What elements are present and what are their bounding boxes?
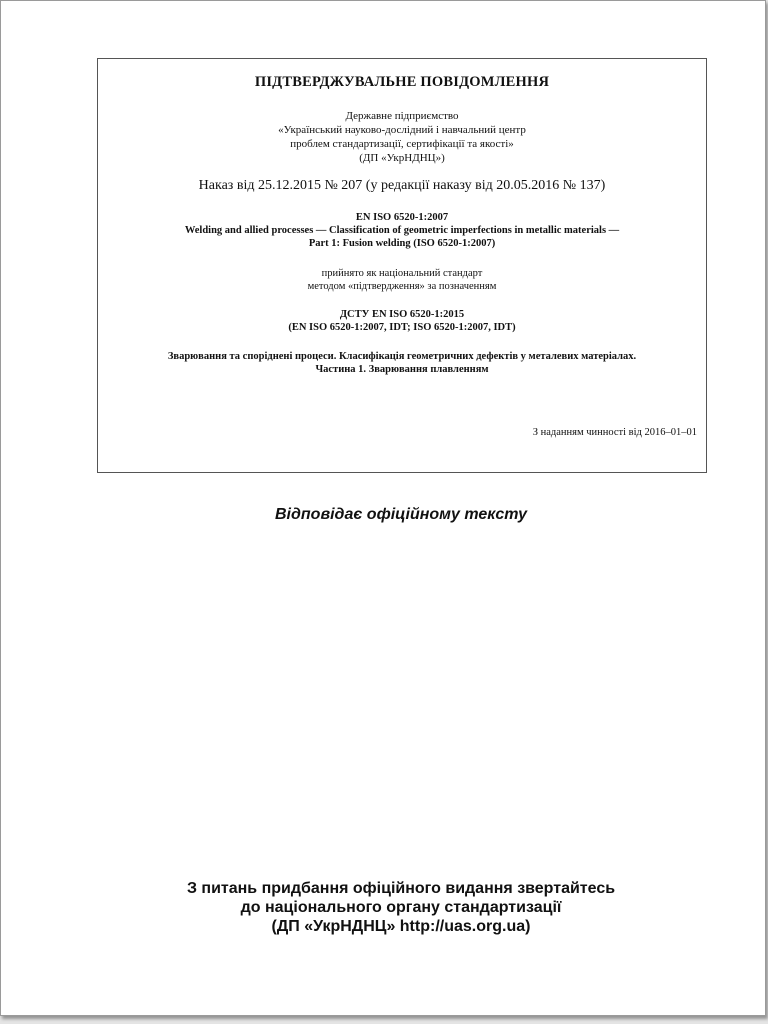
org-line: проблем стандартизації, сертифікації та якості» [290, 138, 514, 150]
en-standard-block [98, 211, 706, 250]
purchase-contact-note [1, 879, 768, 936]
org-line: (ДП «УкрНДНЦ») [359, 152, 445, 164]
org-line: Державне підприємство [345, 110, 459, 122]
order-reference: Наказ від 25.12.2015 № 207 (у редакції наказу від 20.05.2016 № 137) [198, 178, 606, 193]
adoption-line: прийнято як національний стандарт [321, 268, 483, 279]
dstu-number: ДСТУ EN ISO 6520-1:2015 [339, 309, 465, 320]
dstu-designation [98, 308, 706, 334]
org-line: «Український науково-дослідний і навчальний центр [278, 124, 526, 136]
en-standard-number: EN ISO 6520-1:2007 [355, 212, 449, 223]
official-text-note: Відповідає офіційному тексту [275, 506, 527, 523]
issuing-organization [98, 109, 706, 165]
purchase-line: (ДП «УкрНДНЦ» http://uas.org.ua) [271, 918, 531, 935]
ukrainian-title-line: Частина 1. Зварювання плавленням [315, 364, 489, 375]
en-standard-part: Part 1: Fusion welding (ISO 6520-1:2007) [308, 238, 496, 249]
ukrainian-title [98, 350, 706, 376]
confirmation-notice-box [97, 58, 707, 473]
ukrainian-title-line: Зварювання та споріднені процеси. Класифікація геометричних дефектів у металевих матеріалах. [167, 351, 637, 362]
adoption-line: методом «підтвердження» за позначенням [307, 281, 497, 292]
dstu-equivalence: (EN ISO 6520-1:2007, IDT; ISO 6520-1:2007, IDT) [288, 322, 516, 333]
adoption-statement [98, 267, 706, 293]
effective-date: З наданням чинності від 2016–01–01 [532, 427, 697, 438]
notice-title: ПІДТВЕРДЖУВАЛЬНЕ ПОВІДОМЛЕННЯ [254, 74, 550, 90]
en-standard-title: Welding and allied processes — Classification of geometric imperfections in metallic materials — [184, 225, 620, 236]
purchase-line: до національного органу стандартизації [240, 899, 562, 916]
purchase-line: З питань придбання офіційного видання звертайтесь [186, 880, 616, 897]
